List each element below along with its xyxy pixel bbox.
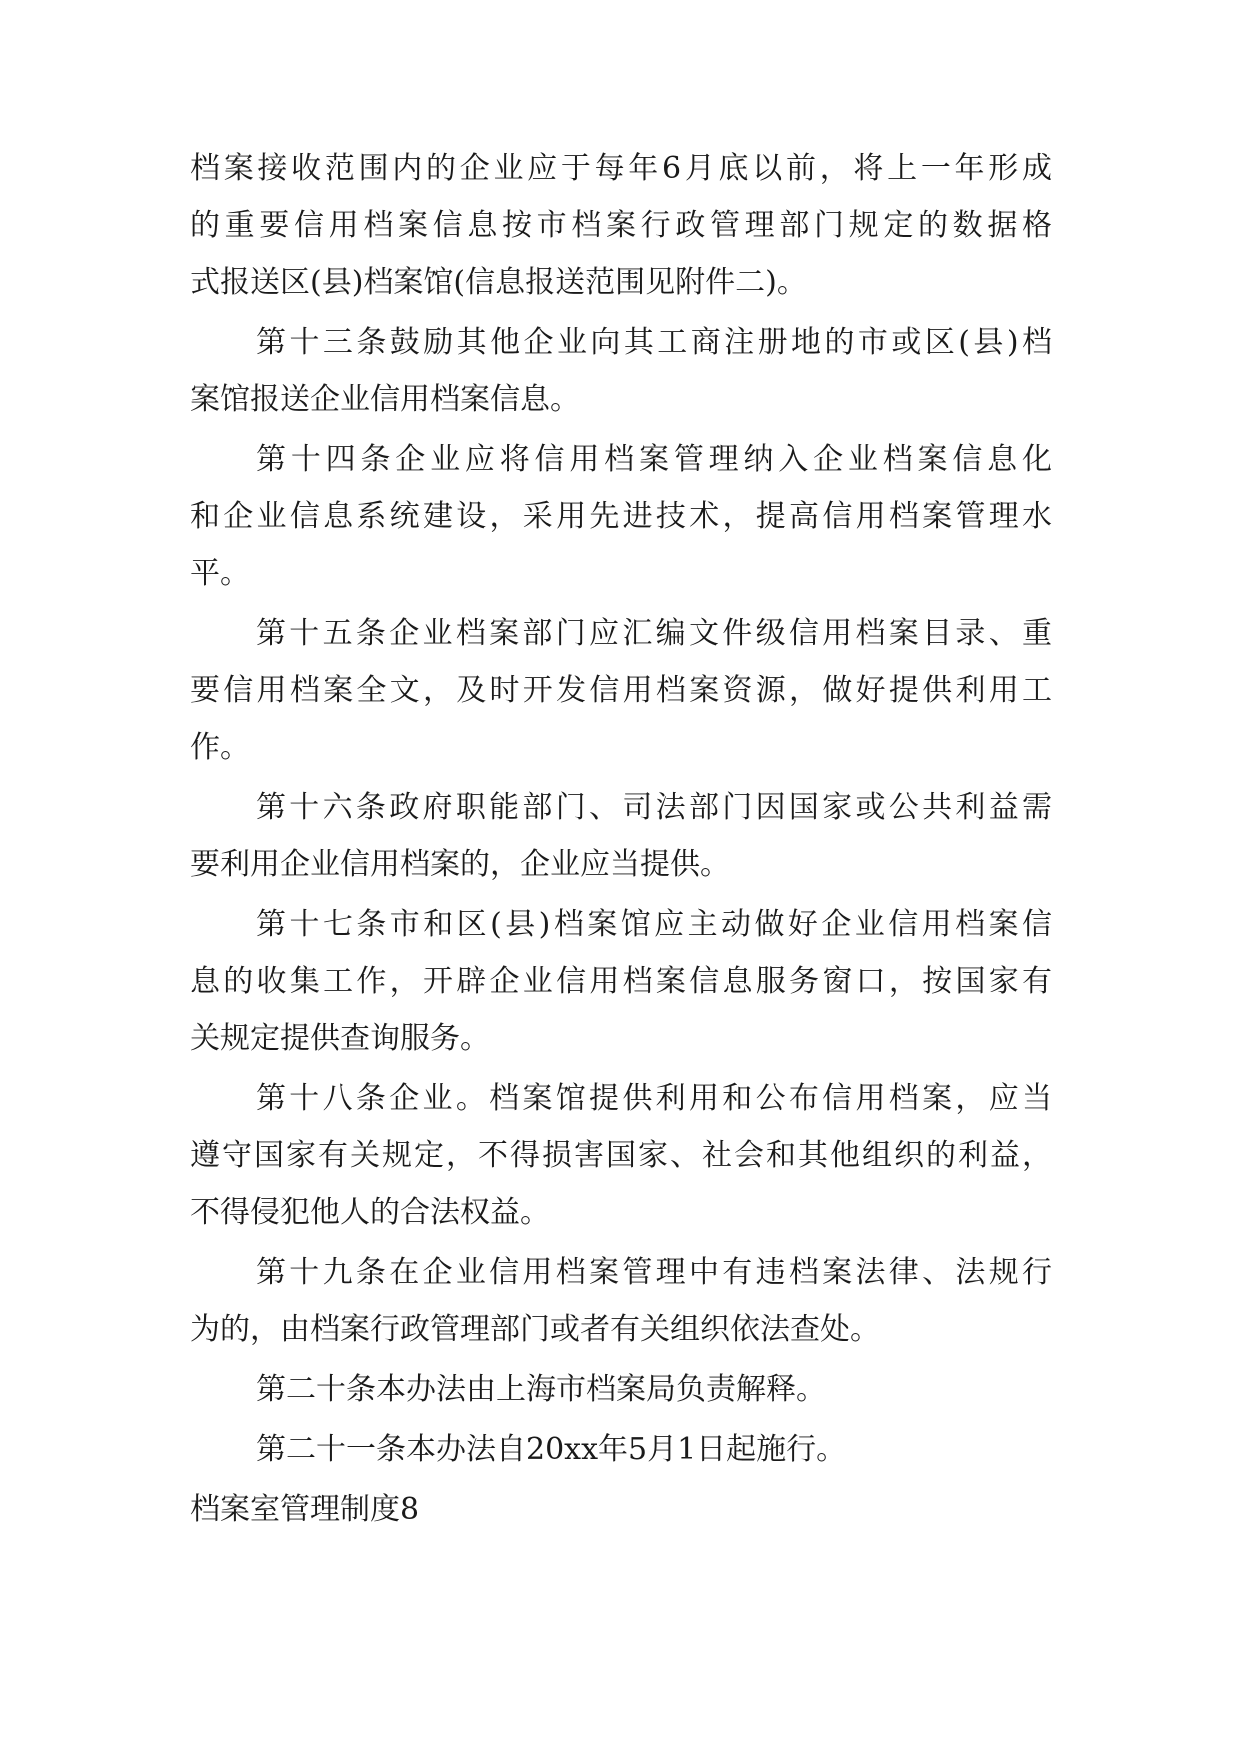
text-line: 第十三条鼓励其他企业向其工商注册地的市或区(县)档 [256, 325, 1052, 360]
text-line: 关规定提供查询服务。 [190, 1021, 490, 1056]
text-line: 第二十一条本办法自20xx年5月1日起施行。 [256, 1432, 847, 1467]
text-line: 式报送区(县)档案馆(信息报送范围见附件二)。 [190, 265, 807, 300]
text-line: 案馆报送企业信用档案信息。 [190, 382, 580, 417]
text-line: 第十七条市和区(县)档案馆应主动做好企业信用档案信 [256, 907, 1052, 942]
text-line: 要信用档案全文，及时开发信用档案资源，做好提供利用工 [190, 673, 1052, 708]
text-line: 平。 [190, 556, 250, 591]
text-line: 不得侵犯他人的合法权益。 [190, 1195, 550, 1230]
text-line: 要利用企业信用档案的，企业应当提供。 [190, 847, 730, 882]
text-line: 第十四条企业应将信用档案管理纳入企业档案信息化 [256, 442, 1052, 477]
text-line: 第十五条企业档案部门应汇编文件级信用档案目录、重 [256, 616, 1052, 651]
text-line: 作。 [190, 730, 250, 765]
text-line: 第十九条在企业信用档案管理中有违档案法律、法规行 [256, 1255, 1052, 1290]
text-line: 为的，由档案行政管理部门或者有关组织依法查处。 [190, 1312, 880, 1347]
text-line: 遵守国家有关规定，不得损害国家、社会和其他组织的利益， [190, 1138, 1052, 1173]
text-line: 档案接收范围内的企业应于每年6月底以前，将上一年形成 [190, 151, 1052, 186]
text-line: 息的收集工作，开辟企业信用档案信息服务窗口，按国家有 [190, 964, 1052, 999]
text-line: 的重要信用档案信息按市档案行政管理部门规定的数据格 [190, 208, 1052, 243]
text-line: 第十八条企业。档案馆提供利用和公布信用档案，应当 [256, 1081, 1052, 1116]
text-line: 和企业信息系统建设，采用先进技术，提高信用档案管理水 [190, 499, 1052, 534]
section-heading: 档案室管理制度8 [190, 1492, 420, 1527]
text-line: 第十六条政府职能部门、司法部门因国家或公共利益需 [256, 790, 1052, 825]
text-line: 第二十条本办法由上海市档案局负责解释。 [256, 1372, 826, 1407]
